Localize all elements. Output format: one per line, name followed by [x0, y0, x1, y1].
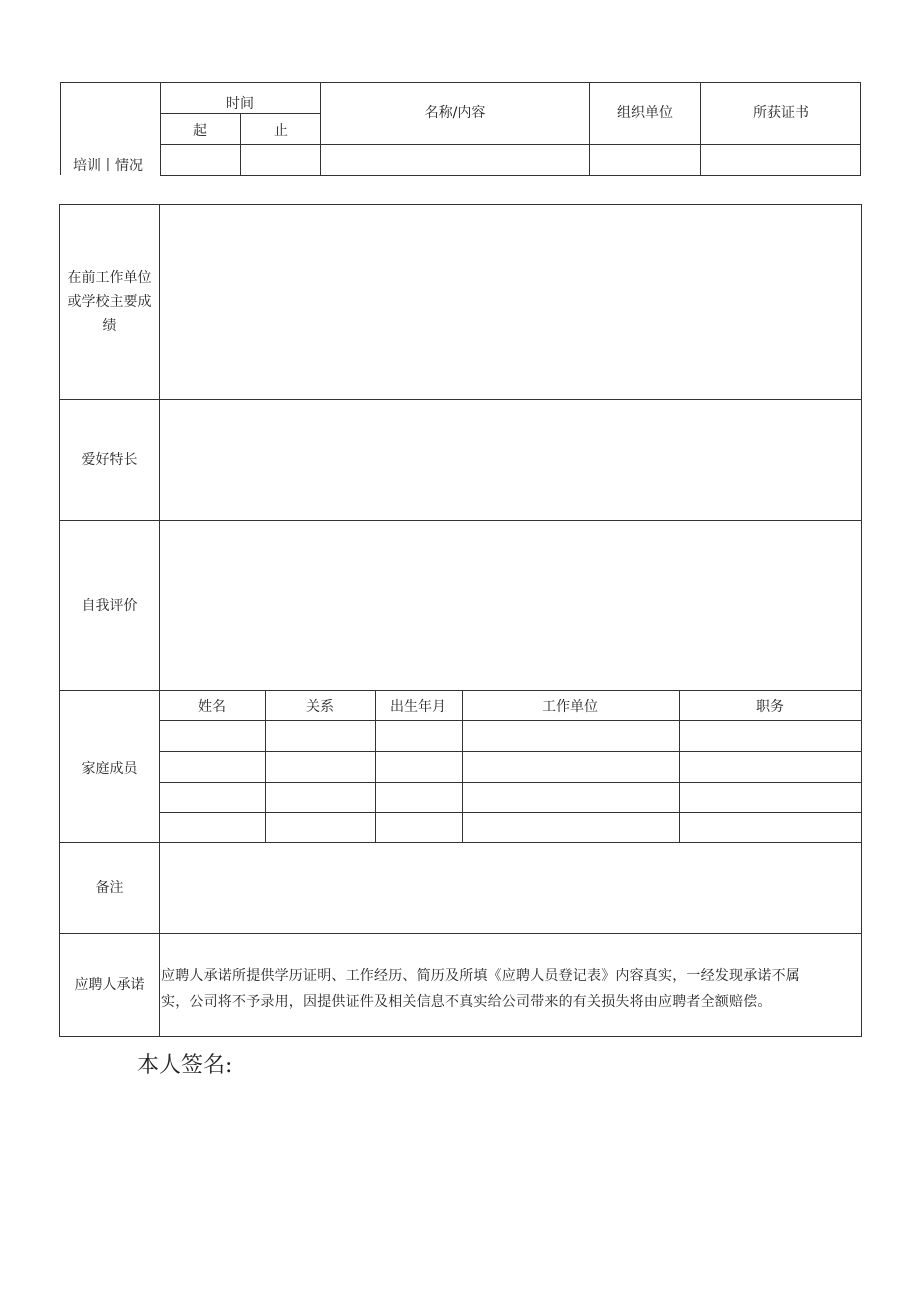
training-certificate-cell[interactable]: [702, 146, 859, 174]
signature-label: 本人签名:: [137, 1053, 233, 1078]
organizer-header: 组织单位: [617, 105, 673, 121]
time-header: 时间: [226, 96, 254, 112]
family-row[interactable]: [161, 814, 860, 841]
family-members-label: 家庭成员: [81, 761, 138, 777]
family-header-employer: 工作单位: [542, 699, 598, 715]
hobbies-label: 爱好特长: [81, 452, 138, 468]
training-name-cell[interactable]: [322, 146, 588, 174]
achievements-label: 在前工作单位 或学校主要成 绩: [67, 270, 152, 334]
start-header: 起: [193, 123, 207, 139]
end-header: 止: [274, 123, 288, 139]
family-row[interactable]: [161, 753, 860, 781]
family-header-birth: 出生年月: [390, 699, 446, 715]
hobbies-field[interactable]: [161, 401, 860, 519]
remarks-label: 备注: [95, 880, 124, 896]
family-row[interactable]: [161, 722, 860, 750]
training-section-label: 培训丨情况: [73, 158, 143, 174]
remarks-field[interactable]: [161, 844, 860, 932]
training-start-cell[interactable]: [162, 146, 239, 174]
self-evaluation-field[interactable]: [161, 522, 860, 689]
training-organizer-cell[interactable]: [591, 146, 699, 174]
certificate-header: 所获证书: [753, 105, 809, 121]
family-row[interactable]: [161, 784, 860, 811]
family-header-relation: 关系: [306, 699, 334, 715]
signature-field[interactable]: [245, 1050, 545, 1082]
achievements-field[interactable]: [161, 206, 860, 398]
commitment-text-line1: 应聘人承诺所提供学历证明、工作经历、简历及所填《应聘人员登记表》内容真实，一经发现承诺不属: [161, 968, 800, 984]
self-evaluation-label: 自我评价: [81, 598, 138, 614]
family-header-position: 职务: [756, 699, 784, 715]
commitment-text-line2: 实，公司将不予录用，因提供证件及相关信息不真实给公司带来的有关损失将由应聘者全额赔偿。: [161, 994, 772, 1010]
training-end-cell[interactable]: [242, 146, 319, 174]
family-header-name: 姓名: [198, 699, 226, 715]
commitment-label: 应聘人承诺: [74, 977, 145, 993]
name-content-header: 名称/内容: [424, 105, 486, 121]
